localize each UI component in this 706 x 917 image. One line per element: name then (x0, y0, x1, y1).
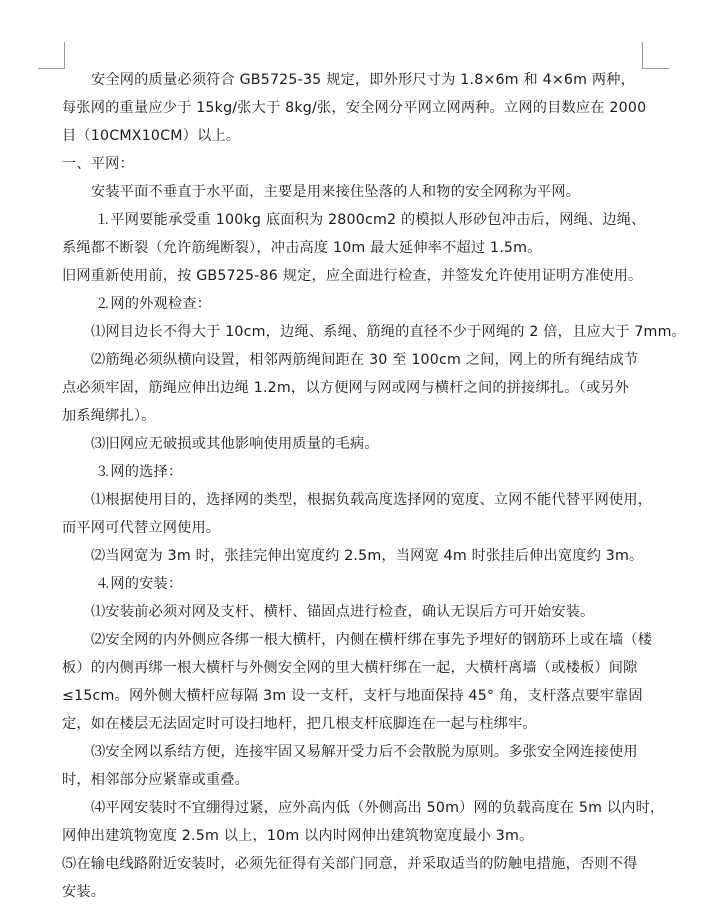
paragraph-line: 安全网的质量必须符合 GB5725-35 规定，即外形尺寸为 1.8×6m 和 4×6m 两种， (91, 72, 636, 88)
subheading-line: ⒊网的选择： (96, 464, 183, 480)
list-item-line: ⑶旧网应无破损或其他影响使用质量的毛病。 (91, 436, 379, 452)
paragraph-line: 定，如在楼层无法固定时可设扫地杆，把几根支杆底脚连在一起与柱绑牢。 (62, 716, 537, 732)
margin-corner-mark-top-left (38, 42, 65, 69)
paragraph-line: 目（10CMX10CM）以上。 (62, 128, 241, 144)
subheading-line: ⒋网的安装： (96, 576, 183, 592)
subheading-line: ⒉网的外观检查： (96, 296, 212, 312)
list-item-line: ⑴根据使用目的，选择网的类型，根据负载高度选择网的宽度、立网不能代替平网使用， (91, 492, 653, 508)
list-item-line: ⑷平网安装时不宜绷得过紧，应外高内低（外侧高出 50m）网的负载高度在 5m 以内时， (91, 800, 665, 816)
paragraph-line: 而平网可代替立网使用。 (62, 520, 221, 536)
paragraph-line: 加系绳绑扎）。 (62, 408, 156, 424)
list-item-line: ⑴安装前必须对网及支杆、横杆、锚固点进行检查，确认无误后方可开始安装。 (91, 604, 595, 620)
paragraph-line: 安装。 (62, 884, 106, 900)
paragraph-line: 点必须牢固，筋绳应伸出边绳 1.2m，以方便网与网或网与横杆之间的拼接绑扎。（或另外 (62, 380, 630, 396)
list-item-line: ⑶安全网以系结方便，连接牢固又易解开受力后不会散脱为原则。多张安全网连接使用 (91, 744, 638, 760)
list-item-line: ⑵安全网的内外侧应各绑一根大横杆，内侧在横杆绑在事先予埋好的钢筋环上或在墙（楼 (91, 632, 653, 648)
list-item-line: ⑵筋绳必须纵横向设置，相邻两筋绳间距在 30 至 100cm 之间，网上的所有绳结成节 (91, 352, 639, 368)
section-heading: 一、平网： (62, 156, 134, 172)
paragraph-line: 时，相邻部分应紧靠或重叠。 (62, 772, 250, 788)
list-item-line: ⑵当网宽为 3m 时，张挂完伸出宽度约 2.5m，当网宽 4m 时张挂后伸出宽度约 3m。 (91, 548, 644, 564)
paragraph-line: 系绳都不断裂（允许筋绳断裂），冲击高度 10m 最大延伸率不超过 1.5m。 (62, 240, 542, 256)
paragraph-line: 安装平面不垂直于水平面，主要是用来接住坠落的人和物的安全网称为平网。 (91, 184, 581, 200)
list-item-line: ⒈平网要能承受重 100kg 底面积为 2800cm2 的模拟人形砂包冲击后，网绳、边绳、 (96, 212, 646, 228)
margin-corner-mark-top-right (642, 42, 669, 69)
paragraph-line: 旧网重新使用前，按 GB5725-86 规定，应全面进行检查，并签发允许使用证明方准使用。 (62, 268, 643, 284)
list-item-line: ⑸在输电线路附近安装时，必须先征得有关部门同意，并采取适当的防触电措施，否则不得 (62, 856, 638, 872)
paragraph-line: 网伸出建筑物宽度 2.5m 以上，10m 以内时网伸出建筑物宽度最小 3m。 (62, 828, 534, 844)
list-item-line: ⑴网目边长不得大于 10cm，边绳、系绳、筋绳的直径不少于网绳的 2 倍，且应大于 7mm。 (91, 324, 686, 340)
document-body[interactable] (62, 66, 686, 906)
paragraph-line: 每张网的重量应少于 15kg/张大于 8kg/张，安全网分平网立网两种。立网的目数应在 2000 (62, 100, 647, 116)
paragraph-line: 板）的内侧再绑一根大横杆与外侧安全网的里大横杆绑在一起，大横杆离墙（或楼板）间隙 (62, 660, 638, 676)
paragraph-line: ≤15cm。网外侧大横杆应每隔 3m 设一支杆，支杆与地面保持 45° 角，支杆落点要牢靠固 (62, 688, 643, 704)
